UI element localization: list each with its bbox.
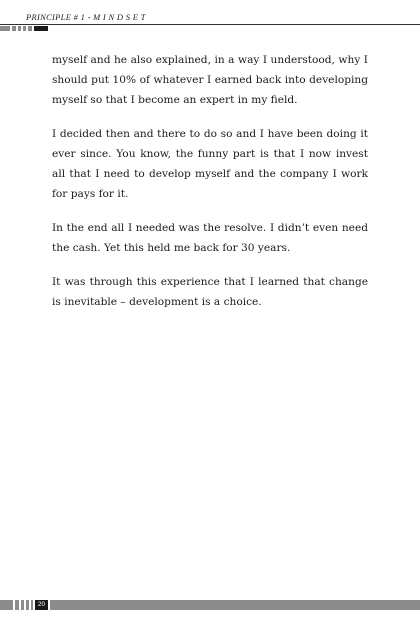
page-number: 20 [35,600,48,610]
paragraph: It was through this experience that I learned that change is inevitable – development is a choice. [52,276,368,308]
footer-bar [0,600,420,610]
header-rule-line [0,24,420,25]
header-rule-block [18,26,21,31]
header-rule-block [12,26,16,31]
header-rule-block [0,26,10,31]
footer-bar-block [31,600,33,610]
footer-bar-block [26,600,29,610]
paragraph: In the end all I needed was the resolve. I didn’t even need the cash. Yet this held me back for 30 years. [52,222,368,254]
header-rule-block [28,26,32,31]
footer-bar-block [0,600,13,610]
header-rule-block [23,26,26,31]
running-header-title: PRINCIPLE # 1 - M I N D S E T [26,12,146,22]
body-text [52,50,368,326]
header-rule [0,24,420,31]
header-rule-accent [34,26,48,31]
footer-bar-block [15,600,19,610]
footer-bar-block [21,600,24,610]
paragraph: myself and he also explained, in a way I understood, why I should put 10% of whatever I earned back into developing myself so that I become an expert in my field. [52,54,368,106]
footer-bar-fill [50,600,420,610]
paragraph: I decided then and there to do so and I have been doing it ever since. You know, the funny part is that I now invest all that I need to develop myself and the company I work for pays for it. [52,128,368,200]
